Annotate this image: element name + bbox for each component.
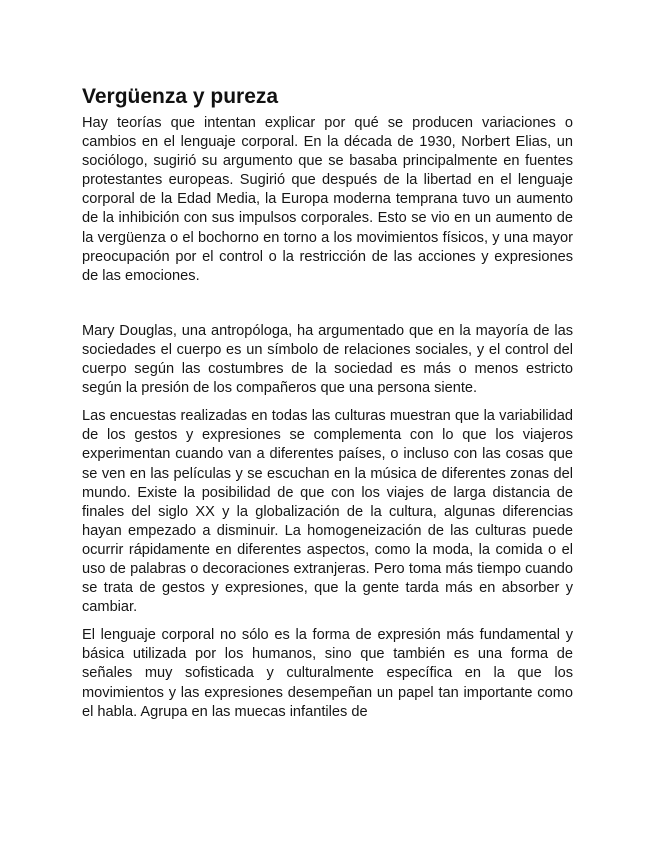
paragraph-elias: Hay teorías que intentan explicar por qué se producen variaciones o cambios en el lenguaje corporal. En la década de 1930, Norbert Elias, un sociólogo, sugirió su argumento que se basaba principalmente en fuentes protestantes europeas. Sugirió que después de la libertad en el lenguaje corporal de la Edad Media, la Europa moderna temprana tuvo un aumento de la inhibición con sus impulsos corporales. Esto se vio en un aumento de la vergüenza o el bochorno en torno a los movimientos físicos, y una mayor preocupación por el control o la restricción de las acciones y expresiones de las emociones. [82,115,573,284]
paragraph-surveys: Las encuestas realizadas en todas las culturas muestran que la variabilidad de los gestos y expresiones se complementa con lo que los viajeros experimentan cuando van a diferentes países, o incluso con las cosas que se ven en las películas y se escuchan en la música de diferentes zonas del mundo. Existe la posibilidad de que con los viajes de larga distancia de finales del siglo XX y la globalización de la cultura, algunas diferencias hayan empezado a disminuir. La homogeneización de las culturas puede ocurrir rápidamente en diferentes aspectos, como la moda, la comida o el uso de palabras o decoraciones extranjeras. Pero toma más tiempo cuando se trata de gestos y expresiones, que la gente tarda más en absorber y cambiar. [82,408,573,616]
paragraph-douglas: Mary Douglas, una antropóloga, ha argumentado que en la mayoría de las sociedades el cuerpo es un símbolo de relaciones sociales, y el control del cuerpo según las costumbres de la sociedad es más o menos estricto según la presión de los compañeros que una persona siente. [82,322,573,397]
section-heading: Vergüenza y pureza [82,85,279,108]
paragraph-body-language: El lenguaje corporal no sólo es la forma de expresión más fundamental y básica utilizada por los humanos, sino que también es una forma de señales muy sofisticada y culturalmente específica en la que los movimientos y las expresiones desempeñan un papel tan importante como el habla. Agrupa en las muecas infantiles de [82,627,573,720]
document-page [82,84,573,722]
